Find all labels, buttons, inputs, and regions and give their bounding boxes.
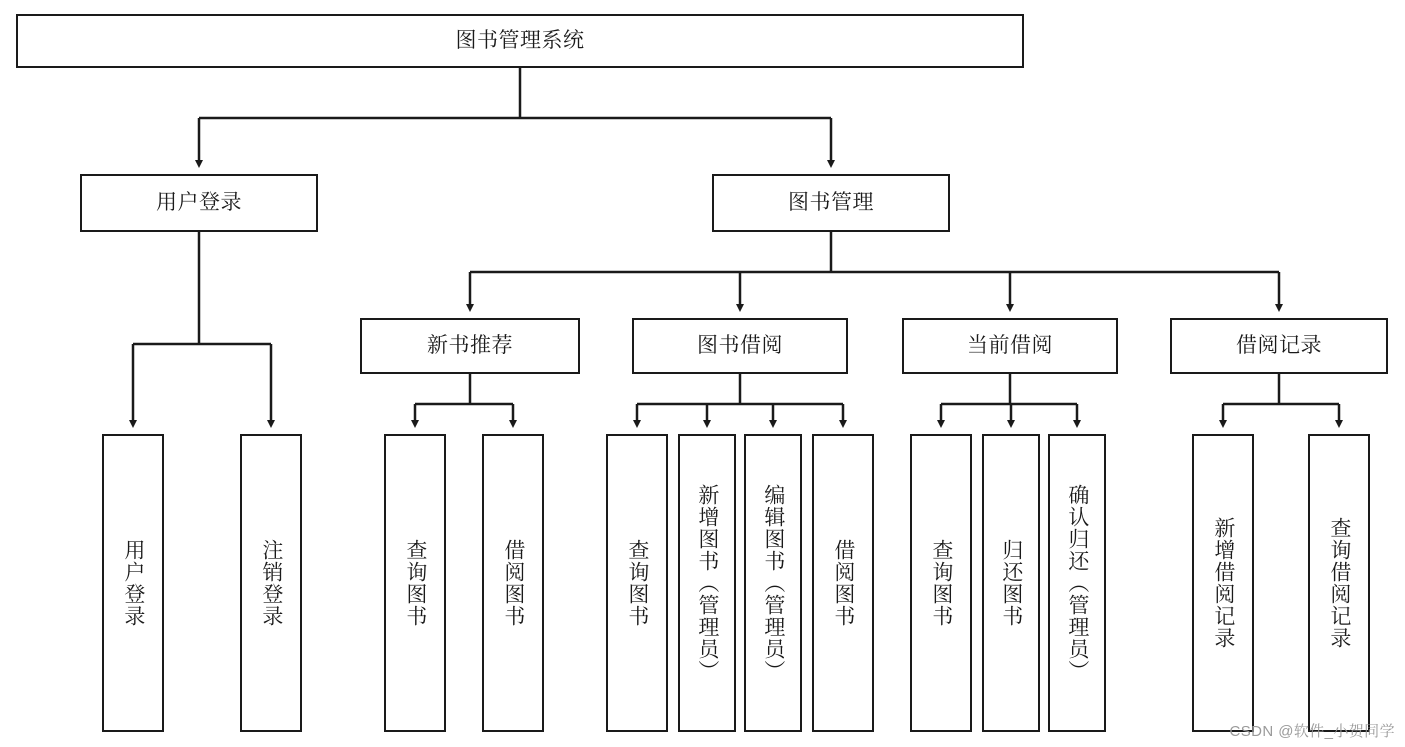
node-label: 借阅图书 — [831, 539, 855, 627]
leaf-query-book-recommend — [384, 434, 446, 732]
node-new-book-recommend — [360, 318, 580, 374]
leaf-add-borrow-record — [1192, 434, 1254, 732]
leaf-logout — [240, 434, 302, 732]
leaf-user-login — [102, 434, 164, 732]
leaf-borrow-book — [812, 434, 874, 732]
node-label: 用户登录 — [121, 539, 145, 627]
node-label: 图书管理系统 — [455, 28, 585, 52]
watermark-text: CSDN @软件_小贺同学 — [1229, 723, 1395, 740]
leaf-confirm-return-admin — [1048, 434, 1106, 732]
leaf-add-book-admin — [678, 434, 736, 732]
node-label: 归还图书 — [999, 539, 1023, 627]
leaf-query-borrow-record — [1308, 434, 1370, 732]
node-user-login — [80, 174, 318, 232]
node-label: 用户登录 — [156, 190, 242, 214]
node-label: 图书管理 — [788, 190, 874, 214]
leaf-borrow-book-recommend — [482, 434, 544, 732]
node-borrow-records — [1170, 318, 1388, 374]
leaf-query-book-current — [910, 434, 972, 732]
leaf-return-book — [982, 434, 1040, 732]
node-label: 借阅图书 — [501, 539, 525, 627]
node-label: 借阅记录 — [1236, 333, 1322, 357]
node-label: 新增图书（管理员） — [695, 484, 719, 682]
node-book-management — [712, 174, 950, 232]
node-label: 编辑图书（管理员） — [761, 484, 785, 682]
node-label: 查询图书 — [929, 539, 953, 627]
leaf-edit-book-admin — [744, 434, 802, 732]
node-label: 查询借阅记录 — [1327, 517, 1351, 649]
leaf-query-book-borrow — [606, 434, 668, 732]
node-root — [16, 14, 1024, 68]
node-label: 查询图书 — [403, 539, 427, 627]
node-label: 新增借阅记录 — [1211, 517, 1235, 649]
node-label: 注销登录 — [259, 539, 283, 627]
node-current-borrow — [902, 318, 1118, 374]
node-label: 当前借阅 — [967, 333, 1053, 357]
node-label: 新书推荐 — [427, 333, 513, 357]
node-label: 查询图书 — [625, 539, 649, 627]
node-label: 图书借阅 — [697, 333, 783, 357]
node-book-borrow — [632, 318, 848, 374]
node-label: 确认归还（管理员） — [1065, 484, 1089, 682]
